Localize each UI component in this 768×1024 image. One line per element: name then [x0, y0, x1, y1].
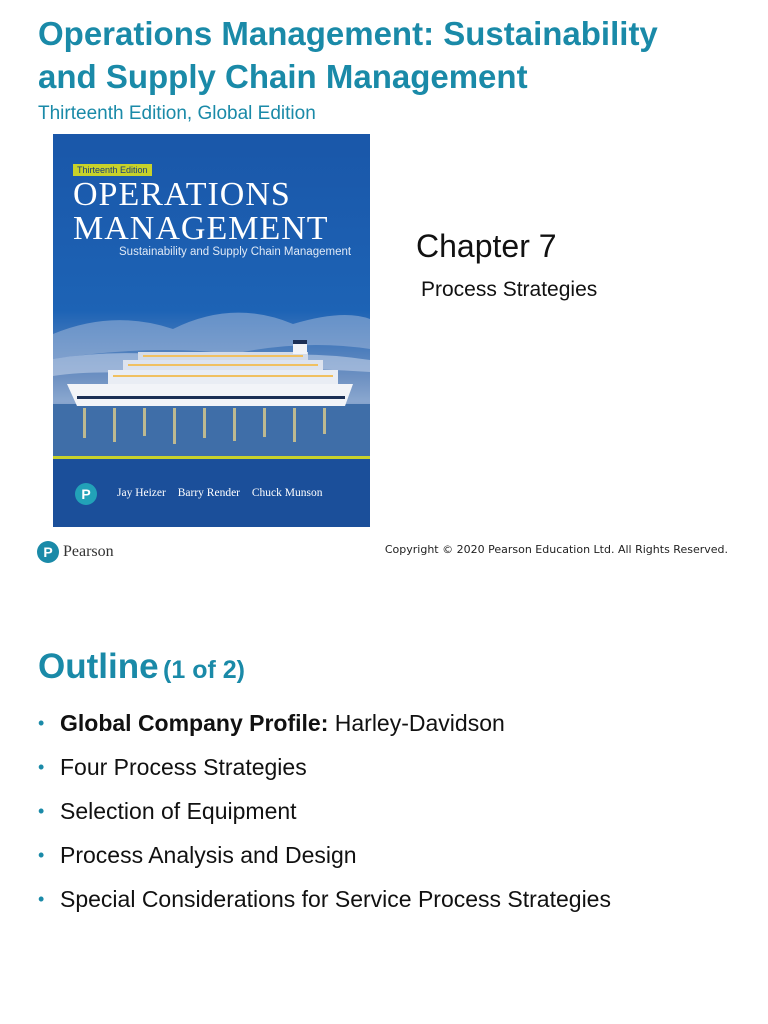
- book-cover: [53, 134, 370, 527]
- outline-page-indicator: (1 of 2): [163, 656, 245, 684]
- outline-item: [38, 708, 611, 752]
- edition-badge: Thirteenth Edition: [73, 164, 152, 176]
- outline-heading: Outline: [38, 647, 159, 686]
- outline-item-text: Harley-Davidson: [328, 710, 505, 736]
- bullet-icon: •: [38, 757, 45, 777]
- bullet-icon: •: [38, 845, 45, 865]
- cover-subtitle: Sustainability and Supply Chain Management: [119, 246, 352, 258]
- outline-item-text: Process Analysis and Design: [60, 842, 357, 868]
- bullet-icon: •: [38, 713, 45, 733]
- bullet-icon: •: [38, 801, 45, 821]
- outline-item: [38, 796, 611, 840]
- outline-list: [38, 708, 611, 928]
- outline-slide: [0, 576, 768, 1024]
- author-name: Barry Render: [177, 487, 241, 499]
- outline-item: [38, 752, 611, 796]
- pearson-logo: [37, 540, 114, 564]
- outline-item: [38, 884, 611, 928]
- bullet-icon: •: [38, 889, 45, 909]
- cover-title-line-2: MANAGEMENT: [73, 210, 329, 247]
- outline-item-text: Four Process Strategies: [60, 754, 307, 780]
- title-line-2: and Supply Chain Management: [38, 58, 528, 95]
- outline-item-text: Selection of Equipment: [60, 798, 297, 824]
- slide-title: [38, 12, 758, 98]
- copyright-notice: Copyright © 2020 Pearson Education Ltd. All Rights Reserved.: [384, 543, 728, 556]
- outline-title: [38, 647, 245, 687]
- edition-label: Thirteenth Edition, Global Edition: [38, 103, 316, 124]
- pearson-icon: P: [75, 483, 97, 505]
- cover-title-line-1: OPERATIONS: [73, 176, 291, 213]
- author-name: Chuck Munson: [251, 487, 323, 499]
- chapter-number: Chapter 7: [416, 228, 557, 264]
- pearson-logo-text: Pearson: [63, 543, 114, 560]
- author-name: Jay Heizer: [117, 487, 166, 499]
- outline-item: [38, 840, 611, 884]
- outline-item-text: Special Considerations for Service Process Strategies: [60, 886, 611, 912]
- pearson-logo-icon: P: [37, 541, 59, 563]
- cover-authors: [117, 487, 332, 499]
- title-line-1: Operations Management: Sustainability: [38, 15, 658, 52]
- outline-item-bold: Global Company Profile:: [60, 710, 329, 736]
- chapter-title: Process Strategies: [421, 278, 598, 301]
